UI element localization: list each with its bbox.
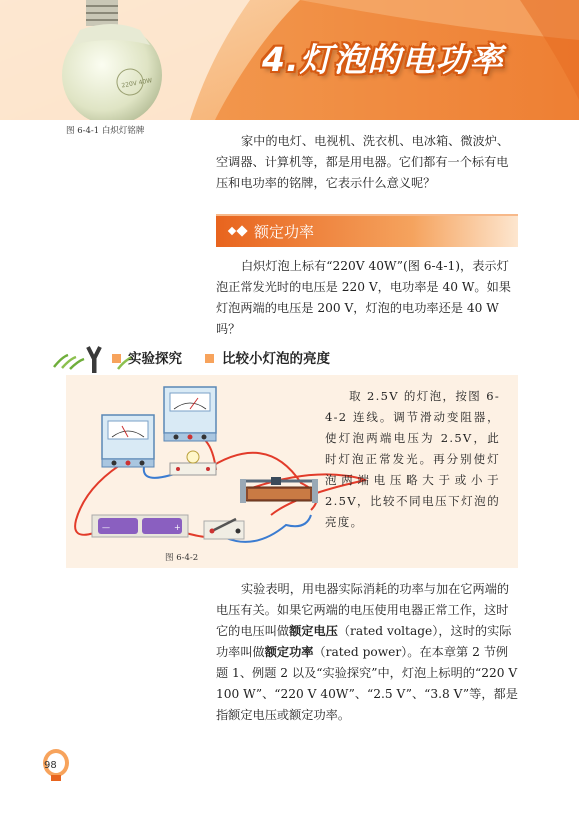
voltmeter bbox=[164, 387, 216, 441]
term-rated-voltage: 额定电压 bbox=[289, 624, 338, 638]
page-number: 98 bbox=[44, 760, 57, 771]
chapter-number: 4. bbox=[262, 40, 300, 79]
lamp bbox=[170, 451, 216, 475]
experiment-header-graphic bbox=[52, 343, 522, 373]
section-heading bbox=[216, 214, 518, 247]
chapter-title-text: 灯泡的电功率 bbox=[299, 40, 504, 79]
experiment-title: 比较小灯泡的亮度 bbox=[222, 351, 330, 367]
chapter-header bbox=[0, 0, 579, 120]
intro-paragraph: 家中的电灯、电视机、洗衣机、电冰箱、微波炉、空调器、计算机等，都是用电器。它们都有一个标有电压和电功率的铭牌，它表示什么意义呢？ bbox=[216, 134, 510, 190]
switch bbox=[204, 519, 244, 539]
svg-text:220V 40W: 220V 40W bbox=[120, 77, 153, 90]
figure-caption-6-4-1: 图 6-4-1 白炽灯铭牌 bbox=[66, 126, 145, 136]
experiment-heading bbox=[52, 343, 522, 373]
experiment-instructions: 取 2.5V 的灯泡，按图 6-4-2 连线。调节滑动变阻器，使灯泡两端电压为 2.5V，此时灯泡正常发光。再分别使灯泡两端电压略大于或小于 2.5V，比较不同电压下灯泡的亮度。 bbox=[325, 389, 500, 529]
bullet-square bbox=[112, 354, 121, 363]
diamond-icon bbox=[227, 224, 249, 238]
section-title: 额定功率 bbox=[254, 223, 315, 241]
bullet-square-2 bbox=[205, 354, 214, 363]
svg-text:—: — bbox=[102, 523, 110, 532]
flask-y-icon bbox=[88, 347, 100, 373]
section-paragraph: 白炽灯泡上标有“220V 40W”(图 6-4-1)，表示灯泡正常发光时的电压是 220 V，电功率是 40 W。如果灯泡两端的电压是 200 V，灯泡的电功率还是 40 W 吗？ bbox=[216, 259, 511, 336]
conclusion-paragraph: 实验表明，用电器实际消耗的功率与加在它两端的电压有关。如果它两端的电压使用电器正常工作，这时它的电压叫做额定电压（rated voltage），这时的实际功率叫做额定功率（rated power）。在本章第 2 节例题 1、例题 2 以及“实验探究”中，灯泡上标明的“220 V 100 W”、“220 V 40W”、“2.5 V”、“3.8 V”等，都是指额定电压或额定功率。 bbox=[216, 582, 518, 722]
chapter-title bbox=[262, 34, 504, 81]
svg-text:+: + bbox=[174, 523, 181, 532]
experiment-label: 实验探究 bbox=[128, 351, 182, 367]
battery-holder bbox=[92, 515, 188, 537]
term-rated-power: 额定功率 bbox=[264, 645, 314, 659]
rheostat bbox=[240, 477, 318, 503]
figure-caption-6-4-2: 图 6-4-2 bbox=[165, 553, 199, 563]
ammeter bbox=[102, 415, 154, 467]
